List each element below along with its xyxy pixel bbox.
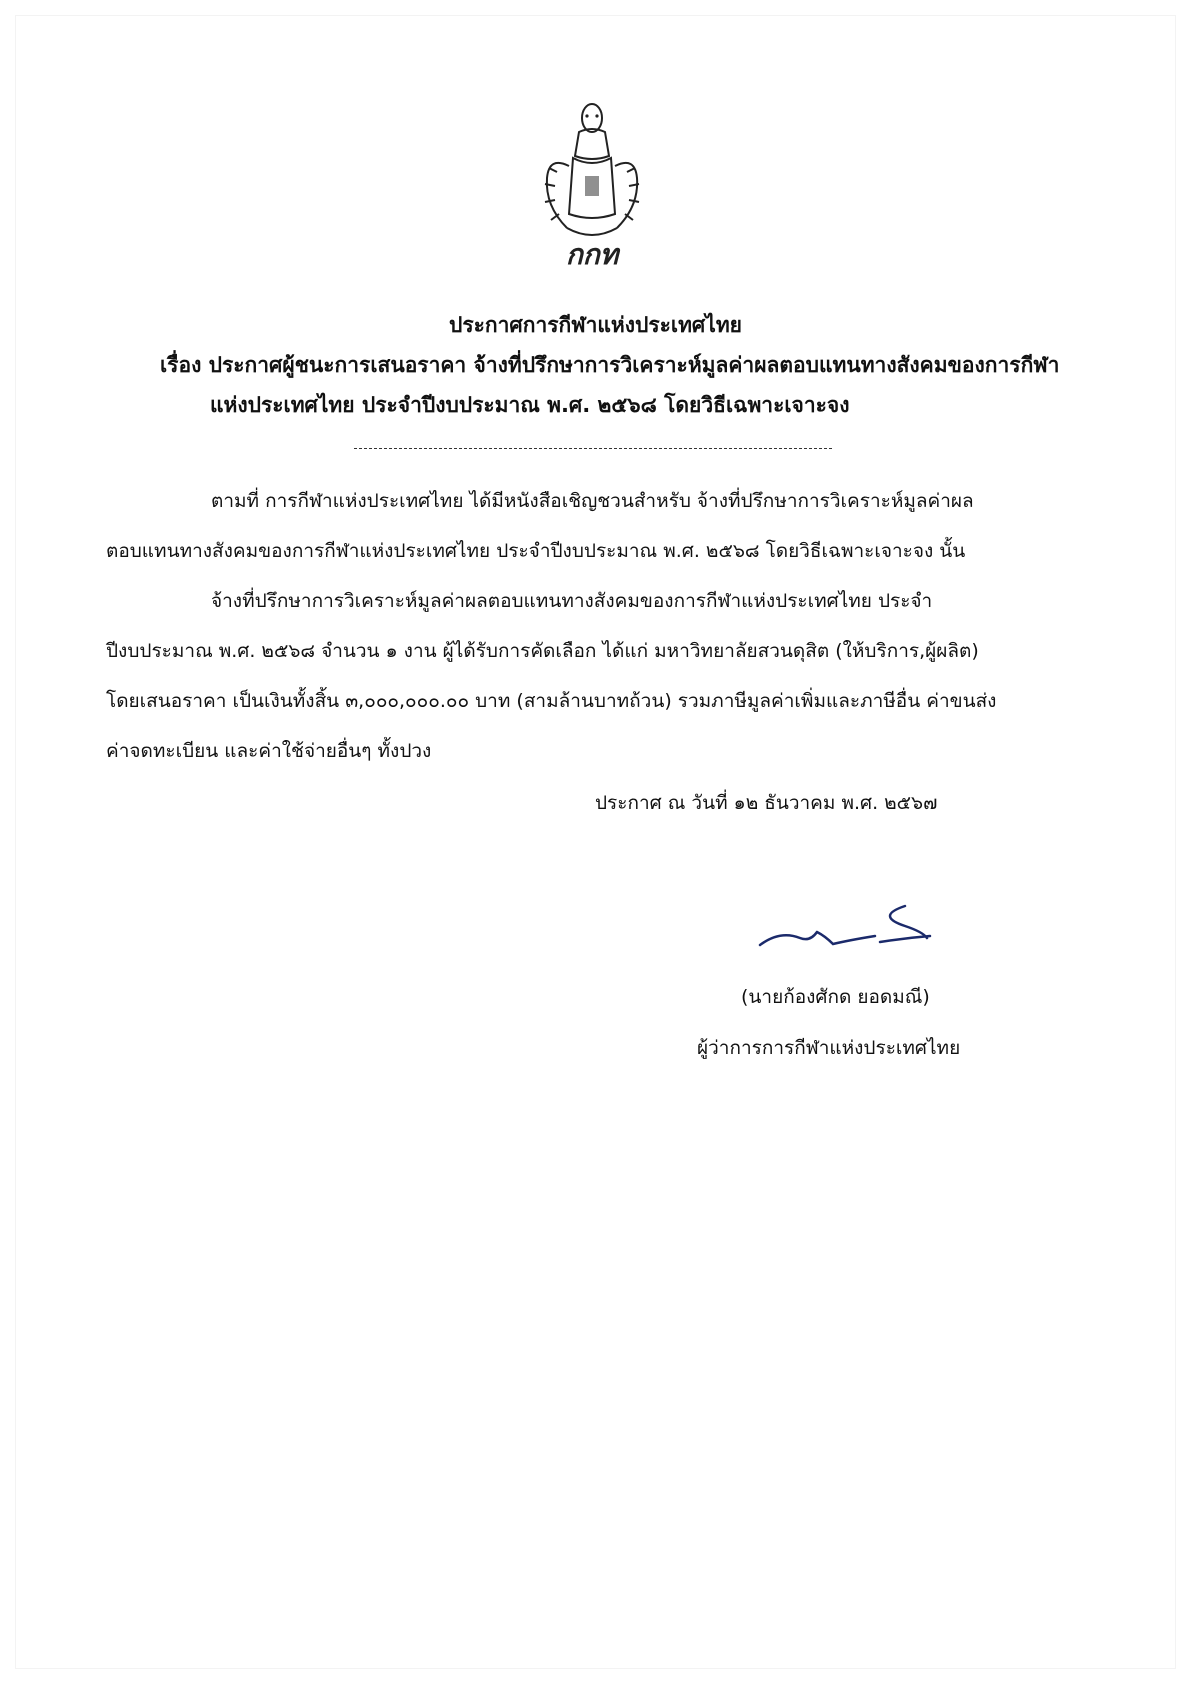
title-heading: ประกาศการกีฬาแห่งประเทศไทย <box>449 313 742 337</box>
paragraph-1-line-2: ตอบแทนทางสังคมของการกีฬาแห่งประเทศไทย ประจำปีงบประมาณ พ.ศ. ๒๕๖๘ โดยวิธีเฉพาะเจาะจง นั้น <box>106 540 966 562</box>
title-separator <box>354 448 832 449</box>
logo-text: กกท <box>565 238 619 271</box>
paragraph-2-line-3: โดยเสนอราคา เป็นเงินทั้งสิ้น ๓,๐๐๐,๐๐๐.๐๐ บาท (สามล้านบาทถ้วน) รวมภาษีมูลค่าเพิ่มและภาษีอื่น ค่าขนส่ง <box>106 690 997 712</box>
paragraph-2-line-4: ค่าจดทะเบียน และค่าใช้จ่ายอื่นๆ ทั้งปวง <box>106 740 432 762</box>
signer-name: (นายก้องศักด ยอดมณี) <box>741 986 930 1008</box>
paragraph-2-line-1: จ้างที่ปรึกษาการวิเคราะห์มูลค่าผลตอบแทนทางสังคมของการกีฬาแห่งประเทศไทย ประจำ <box>211 590 933 612</box>
paragraph-2-line-2: ปีงบประมาณ พ.ศ. ๒๕๖๘ จำนวน ๑ งาน ผู้ได้รับการคัดเลือก ได้แก่ มหาวิทยาลัยสวนดุสิต (ให้บริการ,ผู้ผลิต) <box>106 640 979 662</box>
announcement-date: ประกาศ ณ วันที่ ๑๒ ธันวาคม พ.ศ. ๒๕๖๗ <box>595 792 938 814</box>
title-subject-line-2: แห่งประเทศไทย ประจำปีงบประมาณ พ.ศ. ๒๕๖๘ โดยวิธีเฉพาะเจาะจง <box>210 393 850 417</box>
signer-position: ผู้ว่าการการกีฬาแห่งประเทศไทย <box>697 1037 961 1059</box>
paragraph-1-line-1: ตามที่ การกีฬาแห่งประเทศไทย ได้มีหนังสือเชิญชวนสำหรับ จ้างที่ปรึกษาการวิเคราะห์มูลค่าผล <box>211 490 974 512</box>
title-subject-line-1: เรื่อง ประกาศผู้ชนะการเสนอราคา จ้างที่ปรึกษาการวิเคราะห์มูลค่าผลตอบแทนทางสังคมของการกีฬา <box>160 353 1060 377</box>
announcement-title <box>0 305 1191 417</box>
sat-emblem-icon <box>527 96 657 276</box>
signature-icon <box>755 900 955 960</box>
announcement-body <box>106 476 1046 776</box>
